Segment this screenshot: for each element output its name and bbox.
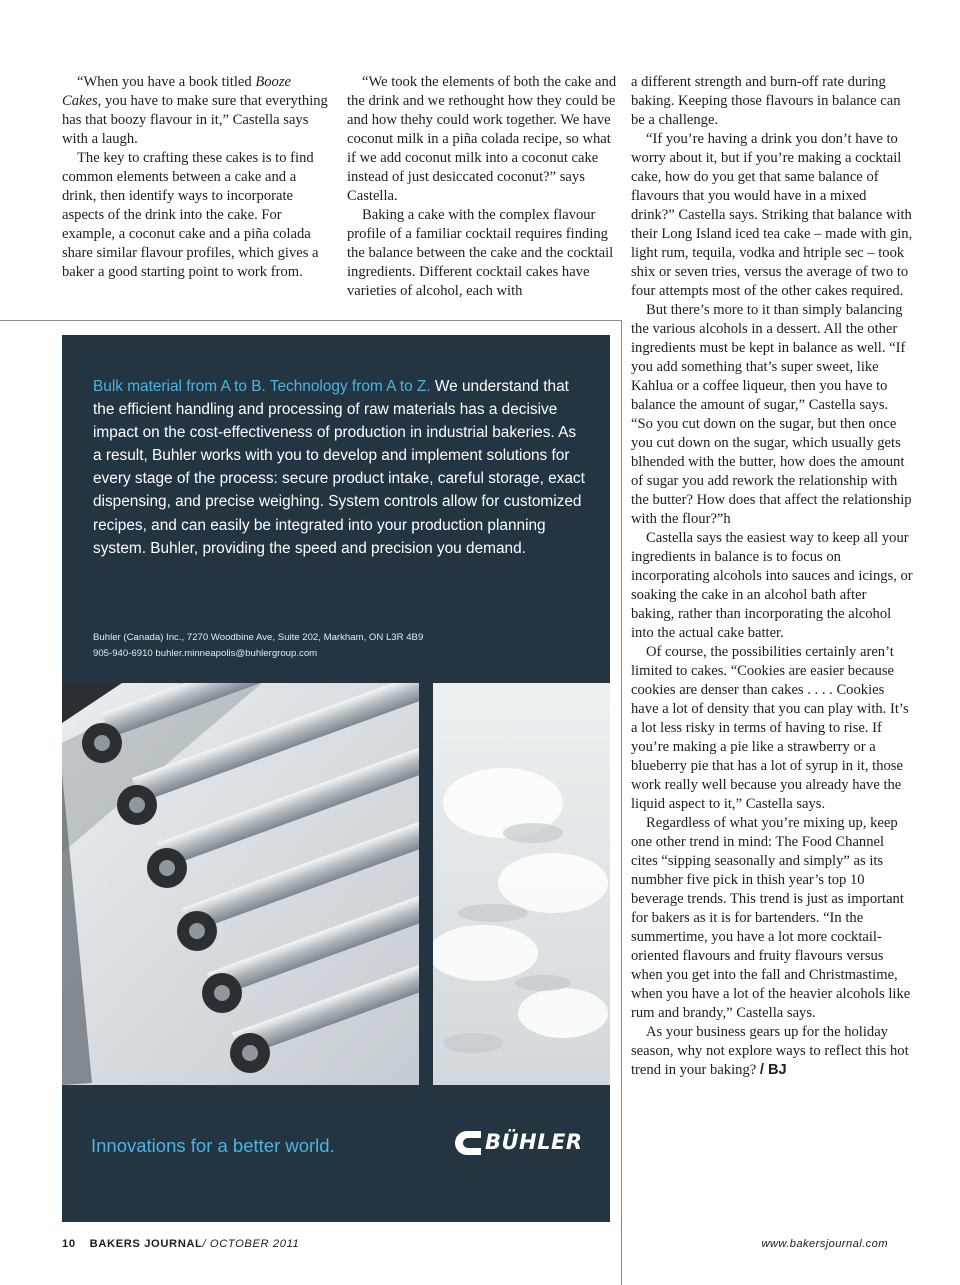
article-paragraph: But there’s more to it than simply balancing the various alcohols in a dessert. All the other ingredients must be kept in balance as well. “If you add something that’s super sweet, like Kahlua or a coffee liqueur, then you have to balance the amount of sugar,” Castella says. “So you cut down on the sugar, but then once you cut down on the sugar, which usually gets blhended with the butter, how does the amount of sugar you add rework the relationship with the butter? How does that affect the relationship with the flour?”h (631, 302, 912, 527)
article-column-1 (62, 73, 330, 282)
buhler-advertisement[interactable] (62, 335, 610, 1222)
ad-tagline: Innovations for a better world. (91, 1135, 335, 1156)
ad-photo-flour (433, 683, 610, 1085)
article-paragraph: “If you’re having a drink you don’t have to worry about it, but if you’re making a cocktail cake, how do you get that same balance of flavours that you would have in a mixed drink?” Castella says. Striking that balance with their Long Island iced tea cake – made with gin, light rum, tequila, vodka and htriple sec – took shix or seven tries, versus the average of two to four attempts most of the other cakes required. (631, 131, 913, 299)
page-number: 10 (62, 1238, 76, 1250)
article-paragraph: As your business gears up for the holiday season, why not explore ways to reflect this hot trend in your baking? / BJ (631, 1024, 909, 1078)
buhler-logo-icon (455, 1128, 485, 1158)
buhler-logo[interactable] (455, 1128, 583, 1158)
ad-photo-conveyor-rollers (62, 683, 419, 1085)
buhler-logo-text: BÜHLER (485, 1130, 583, 1154)
article-paragraph: Baking a cake with the complex flavour profile of a familiar cocktail requires finding the balance between the cake and the cocktail ingredients. Different cocktail cakes have varieties of alcohol, each with (347, 207, 614, 299)
publication-name: BAKERS JOURNAL (89, 1238, 203, 1250)
article-paragraph: Regardless of what you’re mixing up, keep one other trend in mind: The Food Channel cites “sipping seasonally and simply” as its numbher five pick in thish year’s top 10 beverage trends. This trend is just as important for bakers as it is for bartenders. “In the summertime, you have a lot more cocktail-oriented flavours and fruity flavours versus when you get into the fall and Christmastime, when you have a lot of the heavier alcohols like rum and brandy,” Castella says. (631, 815, 911, 1021)
website-link[interactable]: www.bakersjournal.com (761, 1238, 888, 1250)
ad-headline: Bulk material from A to B. Technology from A to Z. (93, 378, 431, 395)
divider-vertical (621, 320, 622, 1285)
ad-contact (93, 630, 573, 662)
conveyor-image (62, 683, 419, 1085)
article-paragraph: Castella says the easiest way to keep all your ingredients in balance is to focus on incorporating alcohols into sauces and icings, or soaking the cake in an alcohol bath after baking, rather than incorporating the alcohol into the actual cake batter. (631, 530, 913, 641)
divider-horizontal (0, 320, 622, 321)
ad-phone-email: 905-940-6910 buhler.minneapolis@buhlergroup.com (93, 648, 318, 659)
ad-copy: We understand that the efficient handling and processing of raw materials has a decisive impact on the cost-effectiveness of production in industrial bakeries. As a result, Buhler works with you to develop and implement solutions for every stage of the process: secure product intake, careful storage, exact dispensing, and precise weighing. System controls allow for customized recipes, and can easily be integrated into your production planning system. Buhler, providing the speed and precision you demand. (93, 378, 585, 557)
signoff: / BJ (759, 1062, 787, 1078)
article-paragraph: Of course, the possibilities certainly aren’t limited to cakes. “Cookies are easier because cookies are denser than cakes . . . . Cookies have a lot of density that you can play with. It’s a lot less risky in terms of having to rise. If you’re making a pie like a strawberry or a blueberry pie that has a lot of syrup in it, those work really well because you already have the liquid aspect to it,” Castella says. (631, 644, 909, 812)
article-paragraph: “When you have a book titled Booze Cakes, you have to make sure that everything has that boozy flavour in it,” Castella says with a laugh. (62, 74, 328, 147)
issue-date: / OCTOBER 2011 (202, 1238, 300, 1250)
article-paragraph: “We took the elements of both the cake and the drink and we rethought how they could be and how thehy could work together. We have coconut milk in a piña colada recipe, so what if we add coconut milk into a coconut cake instead of just desiccated coconut?” says Castella. (347, 74, 617, 204)
flour-image (433, 683, 610, 1085)
article-paragraph: a different strength and burn-off rate during baking. Keeping those flavours in balance can be a challenge. (631, 74, 901, 128)
page-footer-left (62, 1238, 299, 1250)
ad-body-text (93, 375, 585, 560)
article-paragraph: The key to crafting these cakes is to find common elements between a cake and a drink, then identify ways to incorporate aspects of the drink into the cake. For example, a coconut cake and a piña colada share similar flavour profiles, which gives a baker a good starting point to work from. (62, 150, 319, 280)
ad-address: Buhler (Canada) Inc., 7270 Woodbine Ave, Suite 202, Markham, ON L3R 4B9 (93, 632, 424, 643)
article-column-2 (347, 73, 617, 301)
article-column-3 (631, 73, 913, 1080)
book-title: Booze Cakes (62, 74, 291, 109)
